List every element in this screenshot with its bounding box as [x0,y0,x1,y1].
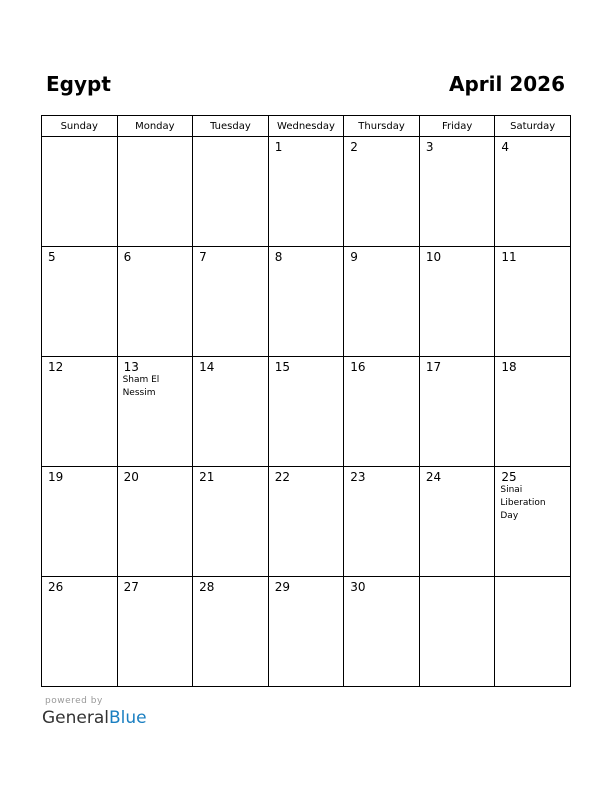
day-number: 18 [501,360,517,374]
day-number: 17 [425,360,442,374]
day-cell [193,247,269,357]
day-number: 28 [199,580,215,594]
weekday-wednesday: Wednesday [268,116,344,137]
day-cell [495,577,571,687]
weekday-tuesday: Tuesday [193,116,269,137]
day-number: 8 [274,250,283,264]
day-cell [193,357,269,467]
brand-general: General [42,708,109,728]
day-number: 23 [350,470,366,484]
day-number [118,137,193,140]
day-number: 2 [350,140,358,154]
holiday-label: Sham El Nessim [122,375,160,398]
day-cell [117,577,193,687]
week-row [42,247,571,357]
weekday-saturday: Saturday [495,116,571,137]
day-number: 24 [425,470,442,484]
weekday-monday: Monday [117,116,193,137]
day-number: 30 [350,580,366,594]
day-number: 11 [501,250,517,264]
day-number: 26 [48,580,64,594]
brand-blue: Blue [109,708,147,728]
weekday-friday: Friday [419,116,495,137]
day-cell [344,247,420,357]
day-cell [268,137,344,247]
day-cell [117,247,193,357]
day-cell [344,137,420,247]
day-cell [268,577,344,687]
day-number: 15 [274,360,290,374]
day-number: 4 [501,140,510,154]
day-cell [193,137,269,247]
generalblue-logo [42,708,147,728]
day-cell [344,357,420,467]
day-cell [42,247,118,357]
powered-by-text: powered by [45,696,103,706]
day-cell [419,247,495,357]
day-number [420,577,495,580]
day-cell [495,247,571,357]
day-number: 13 [123,360,139,374]
day-cell [117,357,193,467]
day-number: 19 [48,470,64,484]
day-number: 16 [350,360,366,374]
day-number: 29 [274,580,290,594]
day-number: 14 [199,360,215,374]
weekday-thursday: Thursday [344,116,420,137]
day-cell [495,357,571,467]
week-row [42,137,571,247]
day-cell [193,467,269,577]
day-number [495,577,570,580]
day-number: 3 [425,140,434,154]
day-cell [42,577,118,687]
day-number: 21 [199,470,215,484]
day-cell [42,467,118,577]
day-cell [117,467,193,577]
month-year-title: April 2026 [449,72,565,96]
day-cell [268,467,344,577]
day-cell [117,137,193,247]
day-cell [42,137,118,247]
day-number: 12 [48,360,64,374]
country-title: Egypt [46,72,111,96]
day-number: 22 [274,470,290,484]
holiday-label: Sinai Liberation Day [500,485,546,521]
weekday-header-row [42,116,571,137]
week-row [42,357,571,467]
day-cell [419,357,495,467]
day-number [193,137,268,140]
day-cell [193,577,269,687]
day-number: 1 [274,140,283,154]
day-cell [495,137,571,247]
day-cell [344,577,420,687]
day-cell [419,137,495,247]
day-cell [344,467,420,577]
week-row [42,577,571,687]
day-cell [42,357,118,467]
day-number: 5 [48,250,56,264]
day-number: 10 [425,250,442,264]
day-number [42,137,117,140]
day-cell [419,467,495,577]
day-cell [268,247,344,357]
day-number: 27 [123,580,139,594]
day-number: 7 [199,250,207,264]
week-row [42,467,571,577]
day-number: 9 [350,250,358,264]
day-number: 6 [123,250,132,264]
day-cell [419,577,495,687]
day-number: 25 [501,470,517,484]
day-cell [495,467,571,577]
weekday-sunday: Sunday [42,116,118,137]
calendar-grid [41,115,571,687]
day-cell [268,357,344,467]
day-number: 20 [123,470,139,484]
